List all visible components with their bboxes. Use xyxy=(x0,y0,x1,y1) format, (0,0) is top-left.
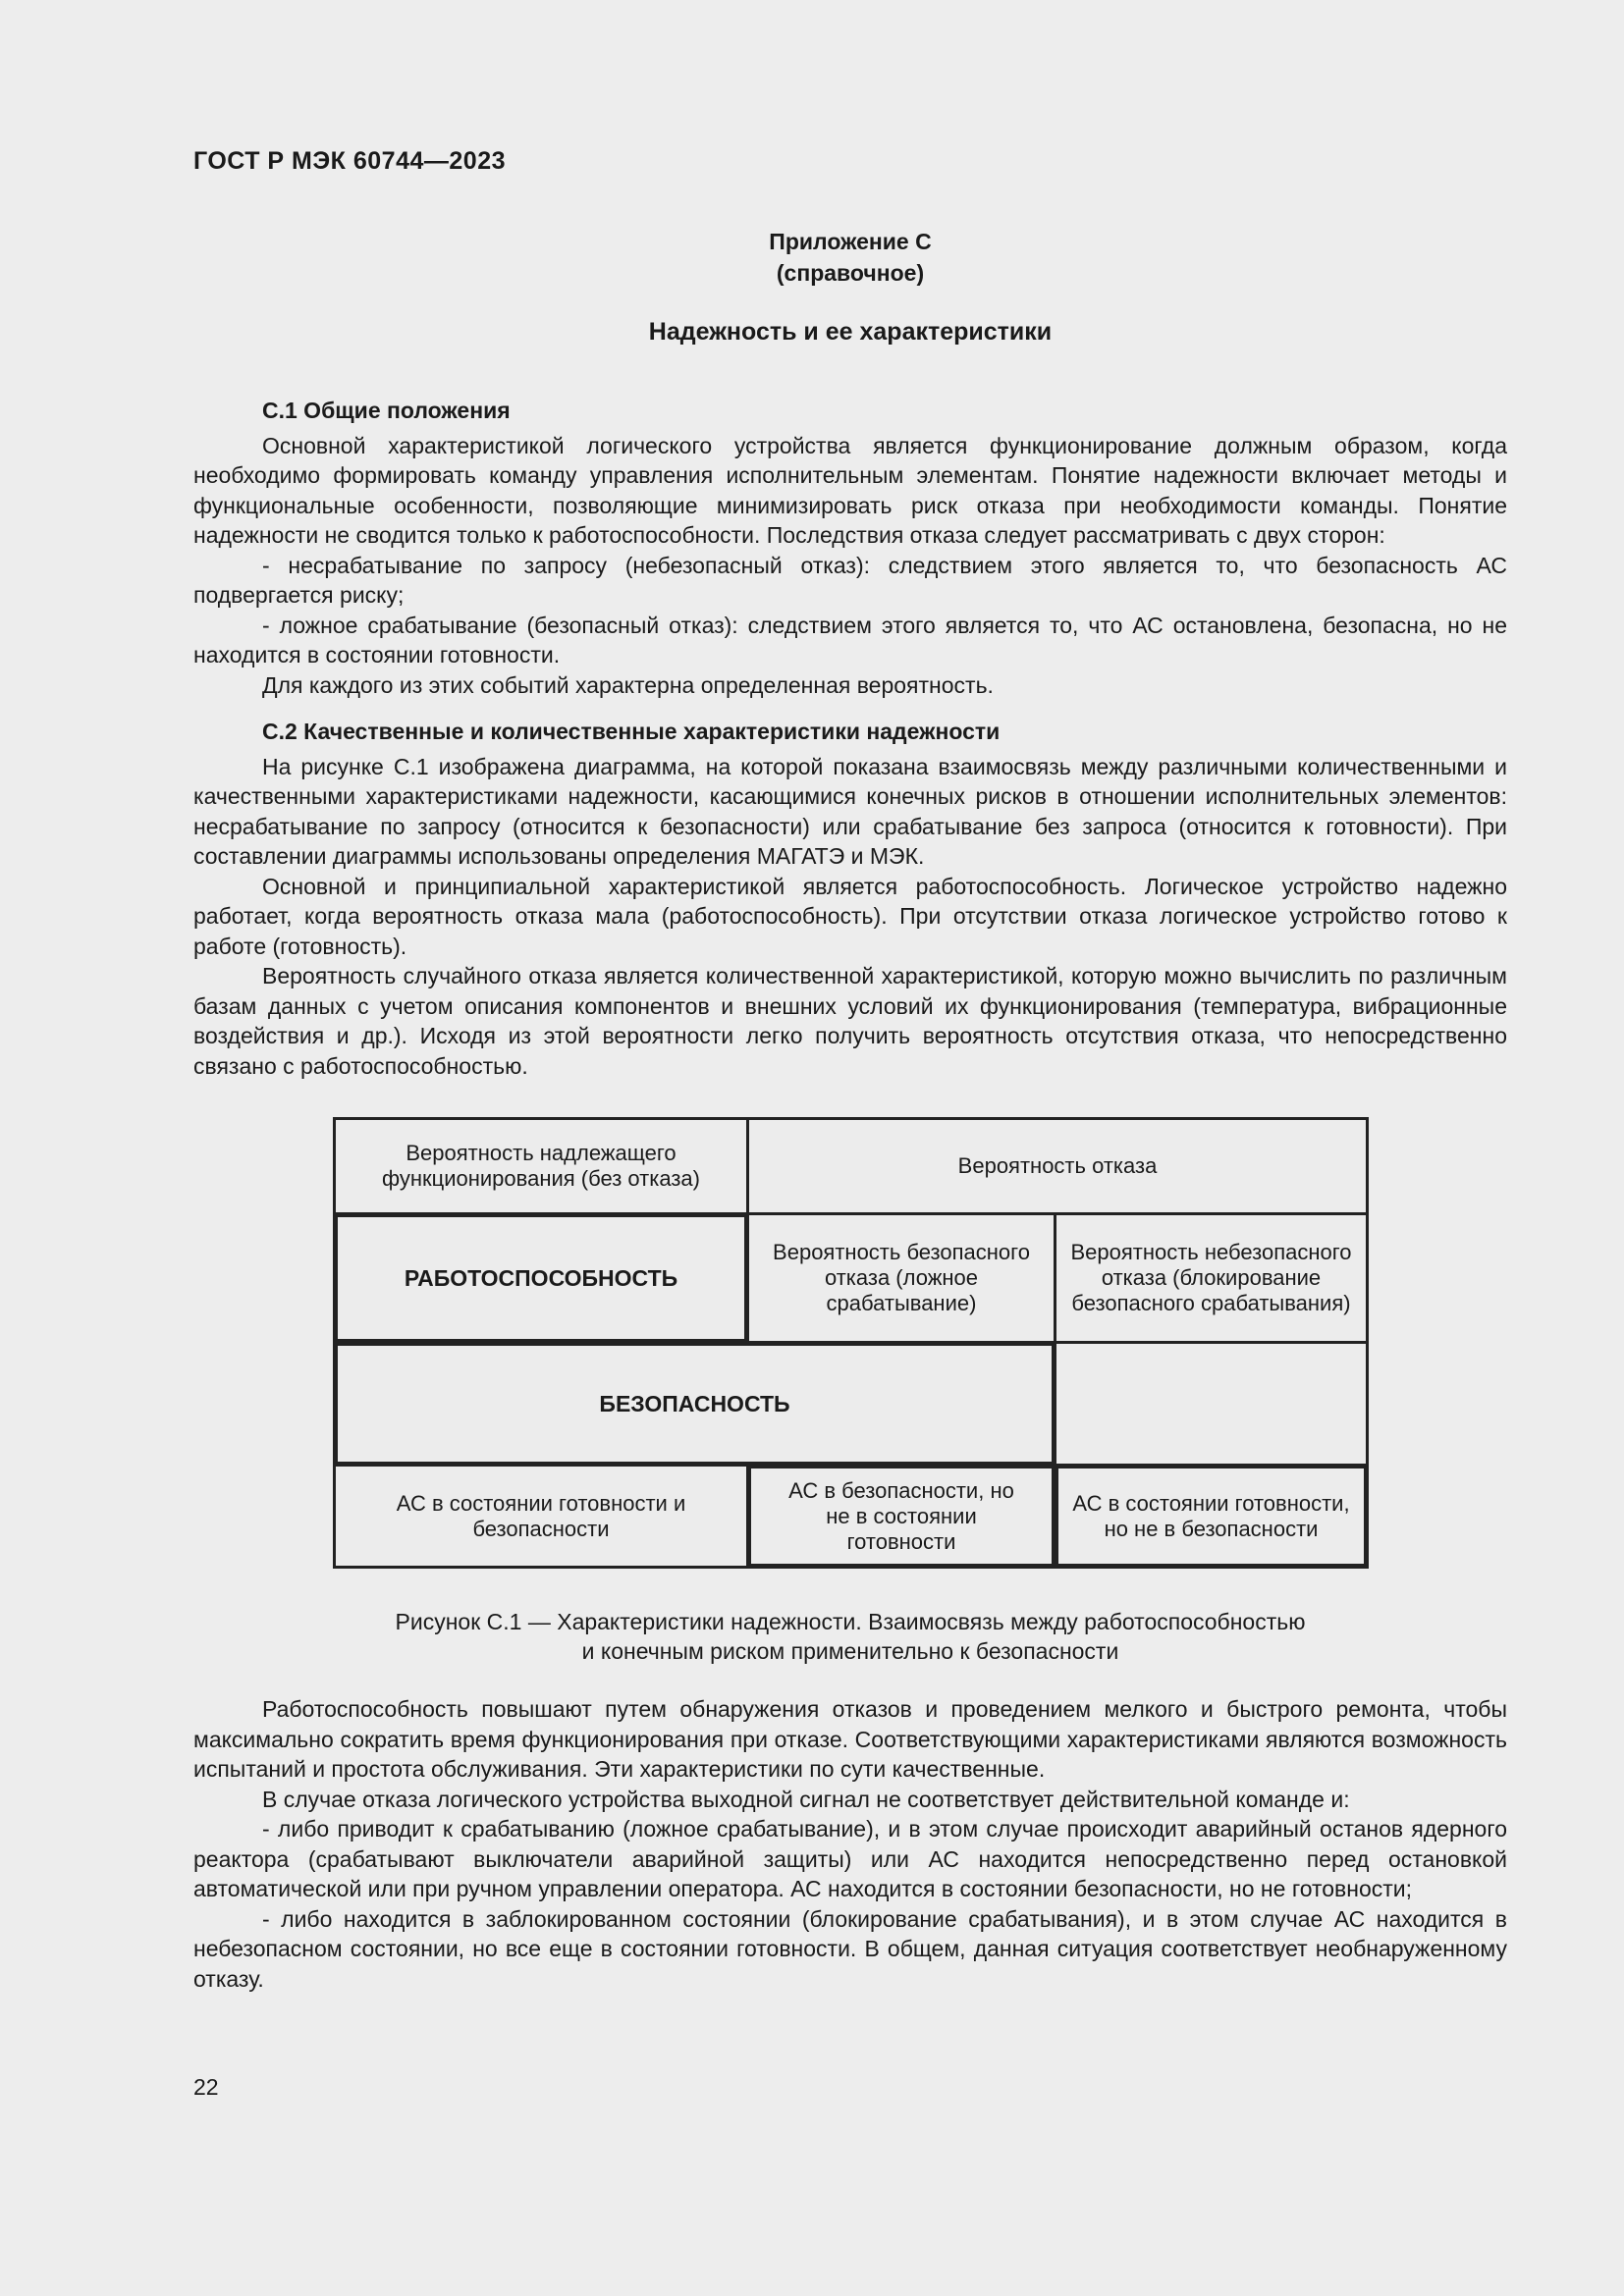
section-1-paragraph: - ложное срабатывание (безопасный отказ): следствием этого является то, что АС остановлена, безопасна, но не находится в состоянии готовности. xyxy=(193,612,1507,667)
section-2-continued xyxy=(193,1694,1507,1994)
figure-caption xyxy=(193,1607,1507,1666)
section-1-paragraph: Для каждого из этих событий характерна определенная вероятность. xyxy=(262,671,994,698)
cell-empty xyxy=(1054,1341,1369,1467)
appendix-type: (справочное) xyxy=(776,260,925,286)
figure-caption-line: и конечным риском применительно к безопасности xyxy=(581,1638,1119,1664)
section-2-paragraph: Вероятность случайного отказа является количественной характеристикой, которую можно вычислить по различным базам данных с учетом описания компонентов и внешних условий их функционирования (температура, вибрационные воздействия и др.). Исходя из этой вероятности легко получить вероятность отсутствия отказа, что непосредственно связано с работоспособностью. xyxy=(193,963,1507,1079)
cell-safety: БЕЗОПАСНОСТЬ xyxy=(333,1341,1056,1467)
cell-ready-not-safe: АС в состоянии готовности, но не в безопасности xyxy=(1054,1464,1369,1569)
cell-operability: РАБОТОСПОСОБНОСТЬ xyxy=(333,1212,749,1344)
figure-caption-line: Рисунок С.1 — Характеристики надежности. Взаимосвязь между работоспособностью xyxy=(395,1609,1306,1634)
reliability-diagram xyxy=(333,1117,1369,1569)
cell-prob-unsafe-failure: Вероятность небезопасного отказа (блокирование безопасного срабатывания) xyxy=(1054,1212,1369,1344)
cell-prob-safe-failure: Вероятность безопасного отказа (ложное срабатывание) xyxy=(746,1212,1056,1344)
page-number: 22 xyxy=(193,2074,219,2100)
section-1-heading: С.1 Общие положения xyxy=(262,398,511,423)
section-1 xyxy=(193,396,1507,700)
standard-header: ГОСТ Р МЭК 60744—2023 xyxy=(193,147,507,175)
appendix-title: Приложение С xyxy=(769,229,932,254)
section-2 xyxy=(193,717,1507,1081)
section-2-paragraph: На рисунке С.1 изображена диаграмма, на которой показана взаимосвязь между различными количественными и качественными характеристиками надежности, касающимися конечных рисков в отношении исполнительных элементов: несрабатывание по запросу (относится к безопасности) или срабатывание без запроса (относится к готовности). При составлении диаграммы использованы определения МАГАТЭ и МЭК. xyxy=(193,753,1507,869)
cell-safe-not-ready: АС в безопасности, но не в состоянии готовности xyxy=(746,1464,1056,1569)
section-2-paragraph: Основной и принципиальной характеристикой является работоспособность. Логическое устройство надежно работает, когда вероятность отказа мала (работоспособность). При отсутствии отказа логическое устройство готово к работе (готовность). xyxy=(193,873,1507,959)
section-2-paragraph: Работоспособность повышают путем обнаружения отказов и проведением мелкого и быстрого ремонта, чтобы максимально сократить время функционирования при отказе. Соответствующими характеристиками являются возможность испытаний и простота обслуживания. Эти характеристики по сути качественные. xyxy=(193,1696,1507,1782)
appendix-heading: Надежность и ее характеристики xyxy=(648,318,1053,346)
section-2-heading: С.2 Качественные и количественные характеристики надежности xyxy=(262,719,1001,744)
section-2-paragraph: - либо приводит к срабатыванию (ложное срабатывание), и в этом случае происходит аварийный останов ядерного реактора (срабатывают выключатели аварийной защиты) или АС находится непосредственно перед остановкой автоматической или при ручном управлении оператора. АС находится в состоянии безопасности, но не готовности; xyxy=(193,1816,1507,1901)
section-1-paragraph: - несрабатывание по запросу (небезопасный отказ): следствием этого является то, что безопасность АС подвергается риску; xyxy=(193,552,1507,608)
section-1-paragraph: Основной характеристикой логического устройства является функционирование должным образом, когда необходимо формировать команду управления исполнительным элементам. Понятие надежности включает методы и функциональные особенности, позволяющие минимизировать риск отказа при необходимости команды. Понятие надежности не сводится только к работоспособности. Последствия отказа следует рассматривать с двух сторон: xyxy=(193,432,1507,548)
section-2-paragraph: - либо находится в заблокированном состоянии (блокирование срабатывания), и в этом случае АС находится в небезопасном состоянии, но все еще в состоянии готовности. В общем, данная ситуация соответствует необнаруженному отказу. xyxy=(193,1905,1507,1992)
cell-prob-proper: Вероятность надлежащего функционирования (без отказа) xyxy=(333,1117,749,1215)
section-2-paragraph: В случае отказа логического устройства выходной сигнал не соответствует действительной команде и: xyxy=(262,1786,1350,1812)
cell-ready-and-safe: АС в состоянии готовности и безопасности xyxy=(333,1464,749,1569)
cell-prob-failure: Вероятность отказа xyxy=(746,1117,1369,1215)
appendix-block xyxy=(193,226,1507,289)
